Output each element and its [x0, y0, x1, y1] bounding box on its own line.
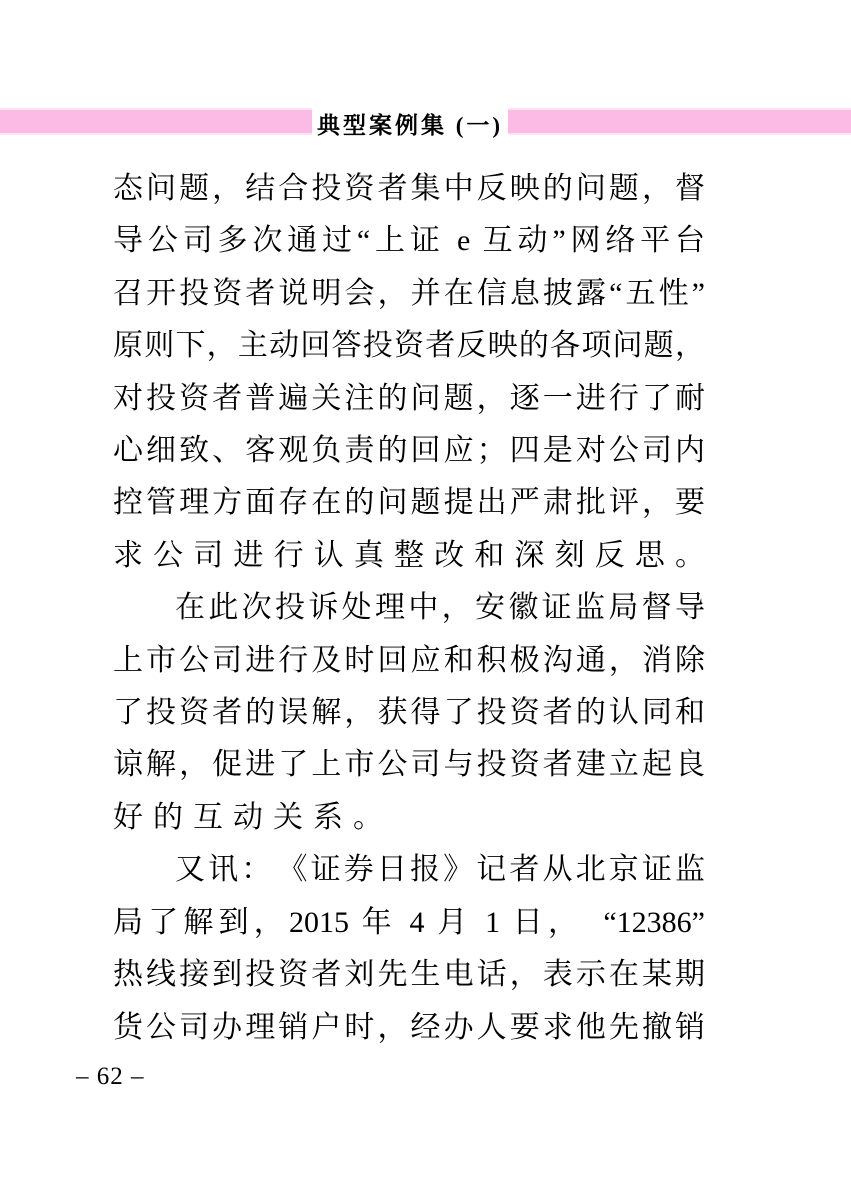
body-line: 上市公司进行及时回应和积极沟通，消除 — [113, 643, 705, 677]
header-title-gap — [312, 108, 508, 139]
header-title: 典型案例集 (一) — [316, 113, 504, 138]
body-line: 了投资者的误解，获得了投资者的认同和 — [113, 696, 705, 730]
body-line-paragraph-start: 在此次投诉处理中，安徽证监局督导 — [175, 591, 705, 625]
body-line: 召开投资者说明会，并在信息披露“五性” — [113, 276, 705, 310]
body-line: 求公司进行认真整改和深刻反思。 — [113, 538, 705, 572]
body-line: 货公司办理销户时，经办人要求他先撤销 — [113, 1010, 705, 1044]
body-line: 控管理方面存在的问题提出严肃批评，要 — [113, 486, 705, 520]
body-line: 热线接到投资者刘先生电话，表示在某期 — [113, 958, 705, 992]
body-text — [113, 163, 705, 1054]
page-number: – 62 – — [76, 1063, 145, 1090]
body-line: 局了解到，2015 年 4 月 1 日， “12386” — [113, 905, 705, 939]
body-line-paragraph-start: 又讯： 《证券日报》记者从北京证监 — [175, 853, 705, 887]
body-line: 原则下，主动回答投资者反映的各项问题， — [113, 329, 705, 363]
body-line: 心细致、客观负责的回应；四是对公司内 — [113, 434, 705, 468]
body-line: 对投资者普遍关注的问题，逐一进行了耐 — [113, 381, 705, 415]
header-bar — [0, 108, 851, 138]
body-line: 导公司多次通过“上证 e 互动”网络平台 — [113, 224, 705, 258]
body-line: 态问题，结合投资者集中反映的问题，督 — [113, 172, 705, 205]
body-line: 谅解，促进了上市公司与投资者建立起良 — [113, 748, 705, 782]
body-line-paragraph-end: 好的互动关系。 — [113, 800, 393, 834]
